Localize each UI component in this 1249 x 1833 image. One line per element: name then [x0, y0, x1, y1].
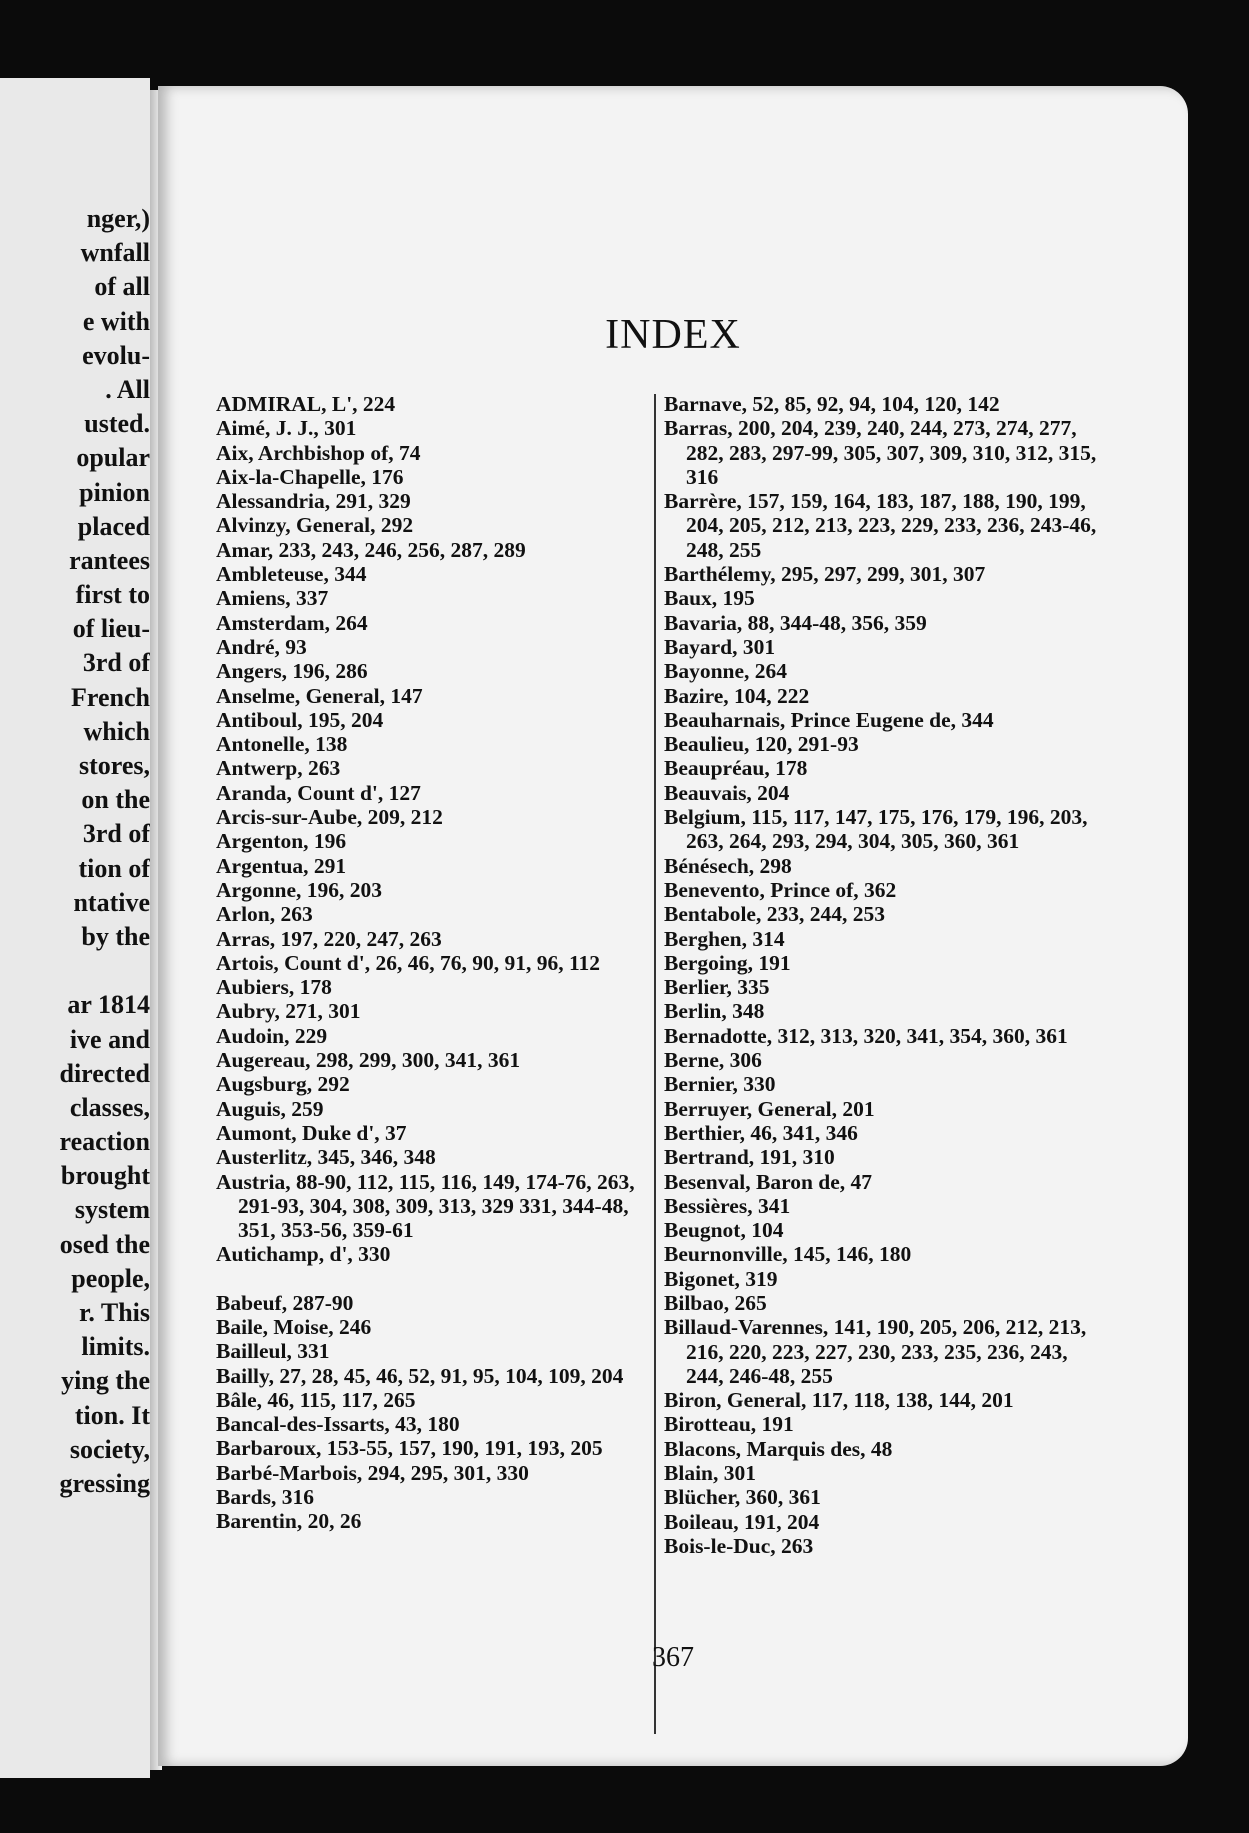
previous-page [0, 78, 150, 1778]
index-entry: Berne, 306 [664, 1048, 762, 1073]
index-entry: Babeuf, 287-90 [216, 1290, 354, 1315]
previous-page-line: limits. [81, 1332, 150, 1362]
index-entry: Birotteau, 191 [664, 1412, 794, 1437]
index-entry: Bancal-des-Issarts, 43, 180 [216, 1412, 460, 1437]
index-entry: Barrère, 157, 159, 164, 183, 187, 188, 190, 199, 204, 205, 212, 213, 223, 229, 233, 236, 243-46, 248, 255 [664, 489, 1097, 562]
index-entry: Aumont, Duke d', 37 [216, 1120, 407, 1145]
previous-page-line: stores, [78, 751, 150, 780]
index-entry: Blacons, Marquis des, 48 [664, 1436, 893, 1461]
index-entry: Antonelle, 138 [216, 732, 348, 757]
index-entry: Anselme, General, 147 [216, 683, 423, 708]
previous-page-line: opular [76, 443, 150, 473]
index-entry: Bessières, 341 [664, 1193, 791, 1218]
previous-page-line: tion of [78, 853, 150, 883]
index-entry: Austria, 88-90, 112, 115, 116, 149, 174-76, 263, 291-93, 304, 308, 309, 313, 329 331, 344-48, 351, 353-56, 359-61 [216, 1169, 635, 1243]
index-entry: Beugnot, 104 [664, 1218, 784, 1243]
index-entry: Berlier, 335 [664, 975, 770, 1000]
index-entry: Austerlitz, 345, 346, 348 [216, 1145, 436, 1170]
index-entry: Barnave, 52, 85, 92, 94, 104, 120, 142 [664, 392, 1000, 416]
page-number: 367 [652, 1642, 694, 1673]
previous-page-line: 3rd of [82, 819, 150, 849]
index-entry: Auguis, 259 [216, 1096, 324, 1121]
previous-page-line: society, [69, 1434, 150, 1464]
previous-page-line: reaction [59, 1127, 150, 1157]
previous-page-line: by the [81, 921, 150, 951]
index-entry: Blücher, 360, 361 [664, 1485, 821, 1510]
previous-page-line: e with [82, 306, 150, 336]
index-entry: Barthélemy, 295, 297, 299, 301, 307 [664, 562, 986, 587]
index-entry: Bards, 316 [216, 1485, 314, 1510]
index-entry: Bavaria, 88, 344-48, 356, 359 [664, 610, 927, 635]
index-entry: Amar, 233, 243, 246, 256, 287, 289 [216, 537, 526, 562]
index-entry: Besenval, Baron de, 47 [664, 1169, 873, 1194]
index-entry: Barentin, 20, 26 [216, 1509, 362, 1534]
index-entry: Benevento, Prince of, 362 [664, 877, 897, 902]
index-entry: Bailleul, 331 [216, 1339, 330, 1364]
index-entry: Bayonne, 264 [664, 659, 788, 684]
index-entry: Bergoing, 191 [664, 950, 791, 975]
previous-page-line: nger,) [86, 204, 150, 233]
index-entry: Bois-le-Duc, 263 [664, 1533, 814, 1558]
index-entry: Berghen, 314 [664, 926, 785, 951]
index-entry: Alessandria, 291, 329 [216, 489, 411, 514]
index-entry: ADMIRAL, L', 224 [216, 392, 396, 416]
previous-page-line: on the [81, 785, 150, 815]
index-entry: Artois, Count d', 26, 46, 76, 90, 91, 96, 112 [216, 950, 601, 975]
previous-page-line: gressing [59, 1468, 150, 1498]
index-column-right [664, 392, 1184, 1558]
index-entry: Berthier, 46, 341, 346 [664, 1120, 858, 1145]
previous-page-line: of lieu- [72, 614, 150, 644]
index-entry: Augsburg, 292 [216, 1072, 350, 1097]
previous-page-line: of all [94, 272, 150, 302]
index-entry: Barbaroux, 153-55, 157, 190, 191, 193, 205 [216, 1436, 603, 1461]
index-entry: Aubry, 271, 301 [216, 999, 361, 1024]
index-entry: Belgium, 115, 117, 147, 175, 176, 179, 196, 203, 263, 264, 293, 294, 304, 305, 360, 361 [664, 805, 1088, 854]
previous-page-line: people, [71, 1263, 150, 1293]
index-entry: Autichamp, d', 330 [216, 1242, 391, 1267]
previous-page-line: brought [60, 1161, 150, 1191]
previous-page-line: directed [59, 1058, 150, 1088]
index-entry: Aix, Archbishop of, 74 [216, 440, 421, 465]
previous-page-line: which [83, 716, 150, 746]
index-entry: Bernadotte, 312, 313, 320, 341, 354, 360, 361 [664, 1023, 1068, 1048]
previous-page-line: . All [105, 374, 150, 404]
index-entry: Bailly, 27, 28, 45, 46, 52, 91, 95, 104, 109, 204 [216, 1363, 624, 1388]
page-title: INDEX [605, 312, 741, 358]
index-entry: Blain, 301 [664, 1461, 756, 1486]
previous-page-line: osed the [59, 1229, 150, 1259]
index-entry: Aix-la-Chapelle, 176 [216, 464, 404, 489]
index-entry: Arlon, 263 [216, 902, 313, 927]
index-entry: Barbé-Marbois, 294, 295, 301, 330 [216, 1460, 529, 1485]
index-entry: Audoin, 229 [216, 1023, 328, 1048]
index-entry: André, 93 [216, 634, 307, 659]
index-entry: Billaud-Varennes, 141, 190, 205, 206, 212, 213, 216, 220, 223, 227, 230, 233, 235, 236, 243, 244, 246-48, 255 [664, 1315, 1087, 1388]
index-entry: Argonne, 196, 203 [216, 877, 383, 902]
index-page [158, 86, 1188, 1766]
index-entry: Bazire, 104, 222 [664, 683, 810, 708]
previous-page-line: ying the [61, 1366, 150, 1396]
previous-page-line: tion. It [74, 1400, 150, 1430]
index-entry: Barras, 200, 204, 239, 240, 244, 273, 274, 277, 282, 283, 297-99, 305, 307, 309, 310, 312, 315, 316 [664, 416, 1097, 489]
index-entry: Arras, 197, 220, 247, 263 [216, 926, 442, 951]
index-entry: Baux, 195 [664, 586, 755, 611]
previous-page-line: placed [77, 511, 150, 541]
index-entry: Augereau, 298, 299, 300, 341, 361 [216, 1048, 521, 1073]
index-entry: Antwerp, 263 [216, 756, 341, 781]
previous-page-line: first to [75, 580, 150, 610]
previous-page-line: r. This [79, 1298, 150, 1327]
previous-page-line: rantees [69, 545, 150, 575]
column-divider [654, 394, 656, 1734]
index-entry: Baile, Moise, 246 [216, 1314, 372, 1339]
index-entry: Aubiers, 178 [216, 975, 332, 1000]
index-entry: Bigonet, 319 [664, 1266, 778, 1291]
index-entry: Beauvais, 204 [664, 780, 790, 805]
index-entry: Beaulieu, 120, 291-93 [664, 732, 859, 757]
previous-page-line: usted. [84, 409, 150, 439]
previous-page-line: French [71, 682, 150, 712]
index-entry: Angers, 196, 286 [216, 659, 368, 684]
previous-page-line: system [74, 1195, 150, 1225]
previous-page-line: classes, [69, 1092, 150, 1122]
index-entry: Bayard, 301 [664, 634, 776, 659]
index-entry: Beurnonville, 145, 146, 180 [664, 1242, 912, 1267]
index-entry: Aranda, Count d', 127 [216, 780, 421, 805]
previous-page-line: ar 1814 [67, 990, 150, 1020]
previous-page-line: pinion [79, 477, 150, 507]
index-entry: Bentabole, 233, 244, 253 [664, 902, 885, 927]
previous-page-line: ntative [73, 887, 150, 917]
index-entry: Arcis-sur-Aube, 209, 212 [216, 805, 443, 830]
index-entry: Ambleteuse, 344 [216, 562, 367, 587]
index-entry: Biron, General, 117, 118, 138, 144, 201 [664, 1388, 1014, 1413]
previous-page-line: 3rd of [82, 648, 150, 678]
index-entry: Bertrand, 191, 310 [664, 1145, 835, 1170]
index-entry: Bernier, 330 [664, 1072, 776, 1097]
index-entry: Bilbao, 265 [664, 1290, 767, 1315]
index-entry: Beauharnais, Prince Eugene de, 344 [664, 707, 994, 732]
previous-page-line: wnfall [80, 238, 150, 268]
index-entry: Argentua, 291 [216, 853, 347, 878]
index-entry: Amsterdam, 264 [216, 610, 368, 635]
index-entry: Alvinzy, General, 292 [216, 513, 414, 538]
index-entry: Berlin, 348 [664, 999, 765, 1024]
index-entry: Aimé, J. J., 301 [216, 416, 357, 441]
index-entry: Beaupréau, 178 [664, 756, 808, 781]
index-entry: Bénésech, 298 [664, 853, 792, 878]
index-entry: Berruyer, General, 201 [664, 1096, 875, 1121]
previous-page-text [24, 78, 150, 1778]
previous-page-line: evolu- [82, 340, 150, 370]
index-entry: Amiens, 337 [216, 586, 329, 611]
index-entry: Boileau, 191, 204 [664, 1509, 820, 1534]
index-entry: Argenton, 196 [216, 829, 347, 854]
index-entry: Antiboul, 195, 204 [216, 707, 384, 732]
previous-page-line [24, 954, 150, 988]
index-entry: Bâle, 46, 115, 117, 265 [216, 1387, 416, 1412]
previous-page-line: ive and [69, 1024, 150, 1054]
